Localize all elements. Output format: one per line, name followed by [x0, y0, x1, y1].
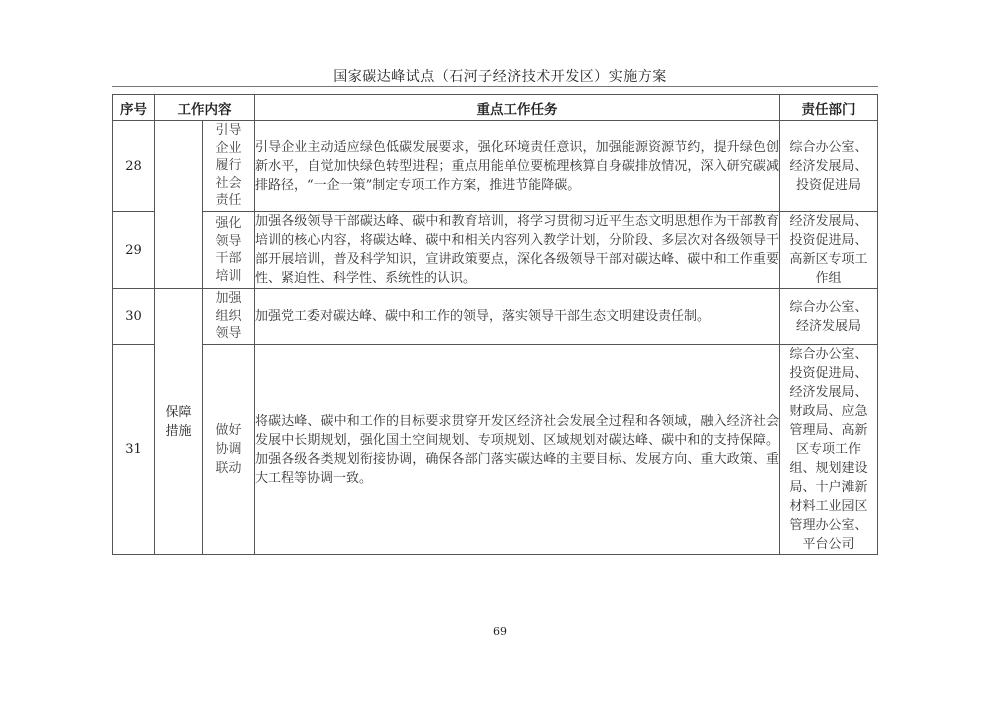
group-cell-empty: [155, 121, 203, 289]
responsible-dept-label: 综合办公室、投资促进局、经济发展局、财政局、应急管理局、高新区专项工作组、规划建设局、十户滩新材料工业园区管理办公室、平台公司: [789, 347, 868, 552]
page-number: 69: [493, 625, 507, 638]
responsible-dept-label: 综合办公室、经济发展局: [789, 299, 868, 334]
responsible-dept: [780, 121, 878, 212]
work-item: [203, 121, 255, 212]
task-text: 加强党工委对碳达峰、碳中和工作的领导，落实领导干部生态文明建设责任制。: [255, 289, 780, 345]
responsible-dept: [780, 345, 878, 555]
table-row: [113, 289, 878, 345]
row-number: 28: [113, 121, 155, 212]
table-row: [113, 121, 878, 212]
responsible-dept: [780, 289, 878, 345]
group-label: 保障措施: [165, 404, 192, 439]
task-text: 加强各级领导干部碳达峰、碳中和教育培训，将学习贯彻习近平生态文明思想作为干部教育培训的核心内容，将碳达峰、碳中和相关内容列入教学计划，分阶段、多层次对各级领导干部开展培训，普及科学知识，宣讲政策要点，深化各级领导干部对碳达峰、碳中和工作重要性、紧迫性、科学性、系统性的认识。: [255, 212, 780, 289]
work-item-label: 强化领导干部培训: [215, 216, 242, 284]
work-item-label: 加强组织领导: [215, 291, 242, 342]
implementation-table: [112, 94, 878, 555]
header-rule: [112, 86, 878, 87]
work-item-label: 做好协调联动: [215, 423, 242, 476]
responsible-dept-label: 经济发展局、投资促进局、高新区专项工作组: [789, 214, 868, 286]
group-cell: [155, 289, 203, 555]
column-header-content: 工作内容: [155, 95, 255, 121]
responsible-dept-label: 综合办公室、经济发展局、投资促进局: [789, 139, 868, 193]
task-text: 将碳达峰、碳中和工作的目标要求贯穿开发区经济社会发展全过程和各领域，融入经济社会发展中长期规划，强化国土空间规划、专项规划、区域规划对碳达峰、碳中和的支持保障。加强各级各类规划衔接协调，确保各部门落实碳达峰的主要目标、发展方向、重大政策、重大工程等协调一致。: [255, 345, 780, 555]
table-row: [113, 212, 878, 289]
task-text: 引导企业主动适应绿色低碳发展要求，强化环境责任意识，加强能源资源节约，提升绿色创新水平，自觉加快绿色转型进程；重点用能单位要梳理核算自身碳排放情况，深入研究碳减排路径，“一企一策”制定专项工作方案，推进节能降碳。: [255, 121, 780, 212]
responsible-dept: [780, 212, 878, 289]
table-header-row: [113, 95, 878, 121]
work-item: [203, 289, 255, 345]
column-header-task: 重点工作任务: [255, 95, 780, 121]
work-item-label: 引导企业履行社会责任: [215, 123, 242, 209]
work-item: [203, 212, 255, 289]
column-header-no: 序号: [113, 95, 155, 121]
work-item: [203, 345, 255, 555]
row-number: 31: [113, 345, 155, 555]
table-row: [113, 345, 878, 555]
row-number: 30: [113, 289, 155, 345]
document-header-title: 国家碳达峰试点（石河子经济技术开发区）实施方案: [333, 69, 667, 85]
row-number: 29: [113, 212, 155, 289]
column-header-dept: 责任部门: [780, 95, 878, 121]
